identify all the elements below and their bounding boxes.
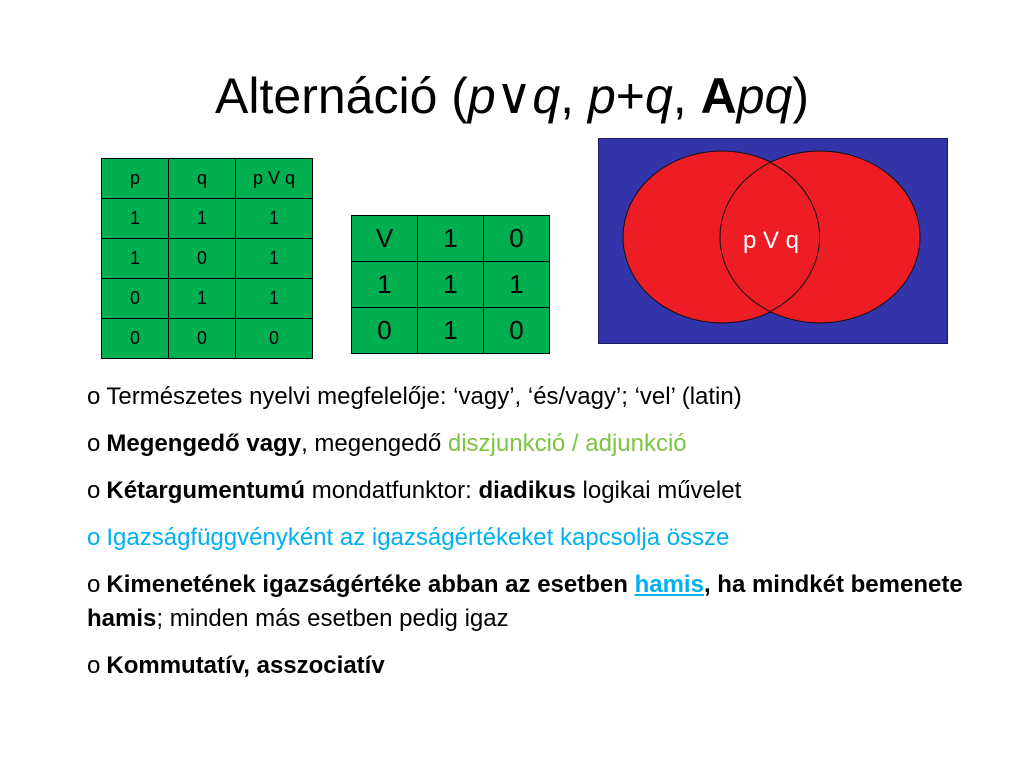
table-cell: 1: [418, 216, 484, 262]
hamis-link[interactable]: hamis: [634, 571, 704, 598]
bullet-item: o Kétargumentumú mondatfunktor: diadikus logikai művelet: [87, 477, 742, 504]
bullet-list: [87, 380, 967, 696]
table-cell: 1: [352, 262, 418, 308]
table-cell: 1: [484, 262, 550, 308]
table-cell: 1: [169, 279, 236, 319]
header-cell: p V q: [236, 159, 313, 199]
table-cell: 1: [102, 239, 169, 279]
operator-table: [351, 215, 550, 354]
table-cell: 0: [352, 308, 418, 354]
table-cell: 0: [169, 319, 236, 359]
truth-table-header: [102, 159, 313, 199]
venn-diagram: [598, 138, 948, 344]
table-row: [352, 216, 550, 262]
table-cell: 1: [236, 239, 313, 279]
bullet-item: o Megengedő vagy, megengedő diszjunkció / adjunkció: [87, 430, 687, 457]
header-cell: p: [102, 159, 169, 199]
bullet-marker: o: [87, 430, 101, 457]
truth-table: [101, 158, 313, 359]
table-cell: 1: [236, 199, 313, 239]
slide-title: Alternáció (p∨q, p+q, Apq): [215, 68, 809, 124]
table-cell: 1: [169, 199, 236, 239]
bullet-marker: o: [87, 477, 101, 504]
bullet-marker: o: [87, 571, 101, 598]
venn-label: p V q: [742, 227, 800, 254]
bullet-marker: o: [87, 652, 101, 679]
bullet-item: o Természetes nyelvi megfelelője: ‘vagy’, ‘és/vagy’; ‘vel’ (latin): [87, 383, 742, 410]
table-cell: 1: [418, 262, 484, 308]
table-cell: V: [352, 216, 418, 262]
table-row: [102, 319, 313, 359]
table-row: [102, 239, 313, 279]
table-row: [102, 279, 313, 319]
bullet-item: o Kommutatív, asszociatív: [87, 652, 385, 679]
table-cell: 0: [484, 308, 550, 354]
bullet-marker: o: [87, 524, 101, 551]
table-cell: 0: [102, 279, 169, 319]
header-cell: q: [169, 159, 236, 199]
table-cell: 0: [236, 319, 313, 359]
table-row: [352, 308, 550, 354]
table-cell: 0: [484, 216, 550, 262]
table-row: [102, 199, 313, 239]
table-cell: 1: [418, 308, 484, 354]
table-cell: 1: [102, 199, 169, 239]
bullet-marker: o: [87, 383, 101, 410]
bullet-item: o Igazságfüggvényként az igazságértékeket kapcsolja össze: [87, 524, 730, 551]
bullet-item: o Kimenetének igazságértéke abban az esetben hamis, ha mindkét bemenete hamis; minden más esetben pedig igaz: [87, 571, 963, 632]
table-cell: 0: [169, 239, 236, 279]
table-cell: 1: [236, 279, 313, 319]
table-cell: 0: [102, 319, 169, 359]
table-row: [352, 262, 550, 308]
